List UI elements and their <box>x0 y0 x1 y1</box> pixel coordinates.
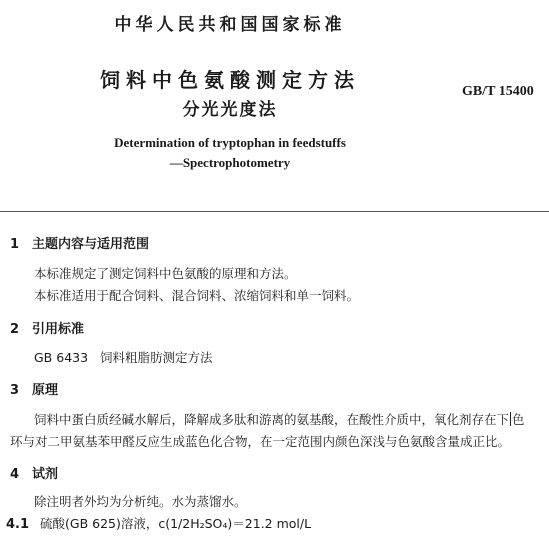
standard-code: GB/T 15400 <box>462 84 534 99</box>
principle-text: 饲料中蛋白质经碱水解后，降解成多肽和游离的氨基酸，在酸性介质中，氧化剂存在下 <box>34 412 510 427</box>
section-number: 3 <box>10 383 20 398</box>
section-heading-principle <box>10 379 58 398</box>
paragraph-line <box>34 410 525 428</box>
english-subtitle: —Spectrophotometry <box>169 155 291 170</box>
section-title: 原理 <box>32 383 59 398</box>
section-number: 1 <box>10 237 20 252</box>
paragraph-line: 本标准规定了测定饲料中色氨酸的原理和方法。 <box>34 266 297 281</box>
principle-text-tail: 色 <box>512 412 525 427</box>
subsection-text: 硫酸(GB 625)溶液，c(1/2H₂SO₄)＝21.2 mol/L <box>40 516 312 531</box>
subsection-number: 4.1 <box>6 517 30 532</box>
section-number: 4 <box>10 467 20 482</box>
section-number: 2 <box>10 322 20 337</box>
header-divider <box>0 211 549 212</box>
standard-header: 中华人民共和国国家标准 <box>114 15 346 35</box>
subsection-4-1 <box>6 514 311 532</box>
text-cursor <box>510 412 511 426</box>
section-heading-references <box>10 318 84 337</box>
paragraph-line: 本标准适用于配合饲料、混合饲料、浓缩饲料和单一饲料。 <box>34 288 360 303</box>
section-title: 试剂 <box>32 467 59 482</box>
section-heading-scope <box>10 233 149 252</box>
page-subtitle: 分光光度法 <box>182 100 278 120</box>
english-title: Determination of tryptophan in feedstuffs <box>114 135 346 150</box>
section-title: 主题内容与适用范围 <box>32 237 150 252</box>
page-title: 饲料中色氨酸测定方法 <box>100 68 360 92</box>
section-title: 引用标准 <box>32 322 85 337</box>
reference-line: GB 6433 饲料粗脂肪测定方法 <box>34 350 213 365</box>
section-heading-reagents <box>10 463 58 482</box>
paragraph-line: 环与对二甲氨基苯甲醛反应生成蓝色化合物，在一定范围内颜色深浅与色氨酸含量成正比。 <box>10 434 511 449</box>
paragraph-line: 除注明者外均为分析纯。水为蒸馏水。 <box>34 494 247 509</box>
